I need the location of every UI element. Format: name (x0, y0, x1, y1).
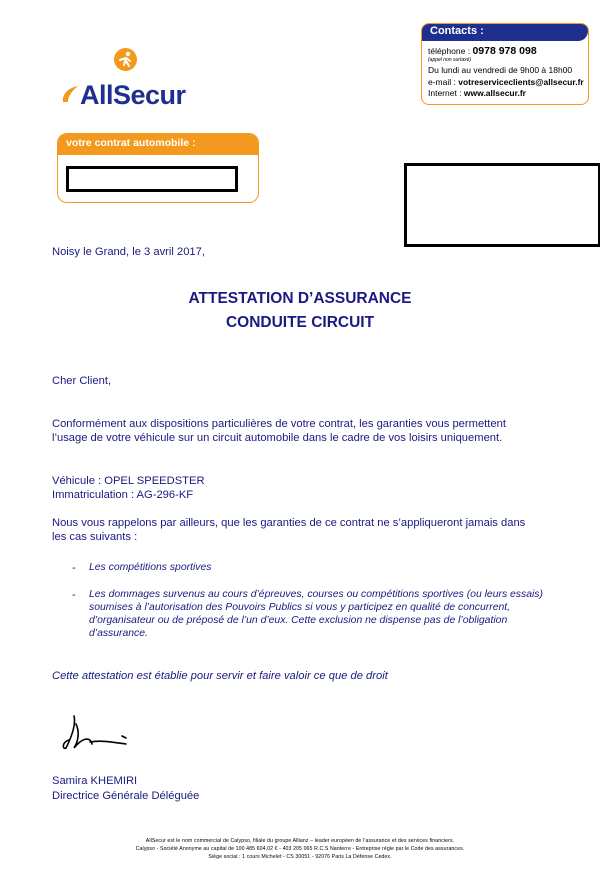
address-redaction (404, 163, 600, 247)
bullet-2-line-1: Les dommages survenus au cours d’épreuves, courses ou compétitions sportives (ou leurs essais) (89, 589, 543, 600)
contacts-box (421, 23, 589, 105)
document-title-line2: CONDUITE CIRCUIT (225, 314, 375, 331)
contract-number-redaction (66, 166, 238, 192)
bullet-2-line-3: d’organisateur ou de préposé de l’un d’eux. Cette exclusion ne dispense pas de l’obligation (89, 615, 508, 626)
contacts-email (428, 77, 584, 87)
footer-line-1: AllSecur est le nom commercial de Calypso, filiale du groupe Allianz – leader européen de l’assurance et des services financiers. (145, 838, 455, 844)
contacts-title: Contacts : (430, 25, 484, 37)
paragraph-2-line-1: Nous vous rappelons par ailleurs, que les garanties de ce contrat ne s’appliqueront jamais dans (52, 517, 526, 529)
paragraph-1-line-1: Conformément aux dispositions particulières de votre contrat, les garanties vous permettent (52, 418, 506, 430)
paragraph-1-line-2: l’usage de votre véhicule sur un circuit automobile dans le cadre de vos loisirs uniquement. (52, 432, 503, 444)
contacts-phone (428, 45, 537, 57)
bullet-1: Les compétitions sportives (89, 562, 212, 573)
contacts-hours: Du lundi au vendredi de 9h00 à 18h00 (428, 65, 573, 75)
logo-person-icon (114, 48, 137, 71)
greeting: Cher Client, (52, 375, 112, 387)
paragraph-2-line-2: les cas suivants : (52, 531, 138, 543)
vehicle-line: Véhicule : OPEL SPEEDSTER (52, 475, 205, 487)
email-link[interactable]: votreserviceclients@allsecur.fr (458, 77, 584, 87)
phone-note: (appel non surtaxé) (428, 57, 472, 63)
phone-number[interactable]: 0978 978 098 (472, 45, 537, 57)
logo-swoosh-icon (60, 84, 82, 106)
internet-link[interactable]: www.allsecur.fr (463, 88, 526, 98)
bullet-marker-2: - (72, 589, 76, 601)
signatory-role: Directrice Générale Déléguée (52, 790, 200, 802)
signatory-name: Samira KHEMIRI (52, 775, 138, 787)
footer-line-2: Calypso - Société Anonyme au capital de 100 485 604,02 € - 403 205 065 R.C.S Nanterre - Entreprise régie par le Code des assurances. (135, 846, 465, 852)
bullet-2-line-2: soumises à l’autorisation des Pouvoirs Publics si vous y participez en qualité de concurrent, (89, 602, 511, 613)
place-date: Noisy le Grand, le 3 avril 2017, (52, 246, 205, 258)
bullet-marker-1: - (72, 562, 76, 574)
email-label: e-mail : (428, 77, 459, 87)
registration-line: Immatriculation : AG-296-KF (52, 489, 194, 501)
document-title-line1: ATTESTATION D’ASSURANCE (188, 290, 412, 307)
bullet-2-line-4: d’assurance. (89, 628, 148, 639)
internet-label: Internet : (428, 88, 464, 98)
phone-label: téléphone : (428, 46, 473, 56)
closing-statement: Cette attestation est établie pour servir et faire valoir ce que de droit (52, 670, 388, 682)
footer-line-3: Siège social : 1 cours Michelet - CS 30051 - 92076 Paris La Défense Cedex. (208, 854, 392, 860)
handwritten-signature (60, 712, 134, 754)
logo-brand: AllSecur (80, 80, 186, 110)
contacts-internet (428, 88, 526, 98)
contract-title: votre contrat automobile : (66, 137, 196, 149)
